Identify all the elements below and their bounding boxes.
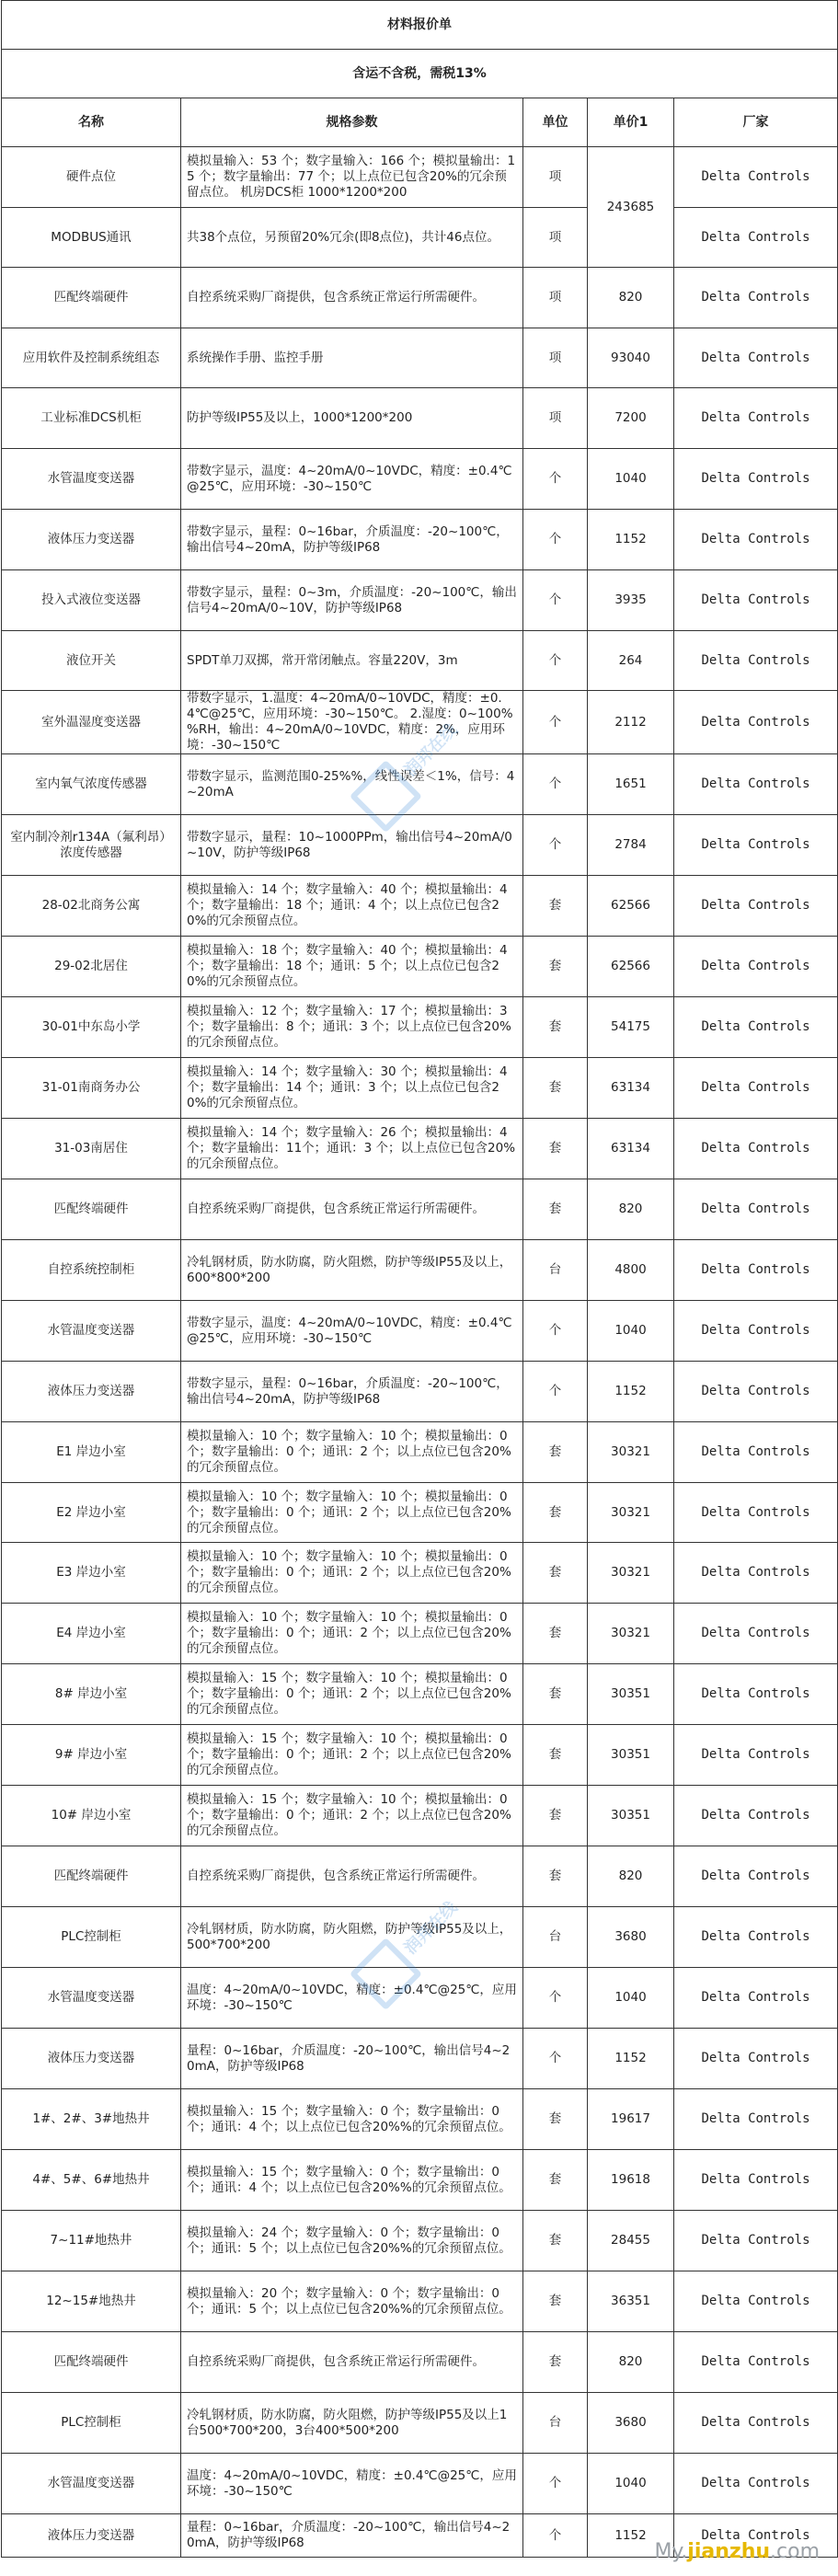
item-spec: 带数字显示，量程：0~16bar，介质温度：-20~100℃，输出信号4~20mA，防护等级IP68 xyxy=(181,1362,523,1422)
table-row xyxy=(2,691,838,754)
item-vendor: Delta Controls xyxy=(674,1786,838,1846)
quote-table xyxy=(1,0,838,2558)
item-name: 液体压力变送器 xyxy=(2,510,181,570)
table-row xyxy=(2,1422,838,1483)
item-price: 243685 xyxy=(588,147,674,268)
item-price: 820 xyxy=(588,1846,674,1907)
item-vendor: Delta Controls xyxy=(674,2211,838,2271)
item-name: 水管温度变送器 xyxy=(2,1968,181,2029)
item-spec: 模拟量输入：24 个；数字量输入：0 个；数字量输出：0 个；通讯：5 个；以上点位已包含20%%的冗余预留点位。 xyxy=(181,2211,523,2271)
item-spec: 带数字显示，量程：0~16bar，介质温度：-20~100℃，输出信号4~20mA，防护等级IP68 xyxy=(181,510,523,570)
item-spec: 模拟量输入：10 个；数字量输入：10 个；模拟量输出：0 个；数字量输出：0 个；通讯：2 个；以上点位已包含20%的冗余预留点位。 xyxy=(181,1422,523,1483)
item-unit: 项 xyxy=(523,208,588,268)
item-spec: 模拟量输入：15 个；数字量输入：0 个；数字量输出：0 个；通讯：4 个；以上点位已包含20%%的冗余预留点位。 xyxy=(181,2150,523,2211)
item-unit: 套 xyxy=(523,2332,588,2393)
item-name: 匹配终端硬件 xyxy=(2,2332,181,2393)
item-price: 1040 xyxy=(588,2454,674,2514)
item-price: 1651 xyxy=(588,754,674,815)
item-vendor: Delta Controls xyxy=(674,1846,838,1907)
item-price: 19617 xyxy=(588,2089,674,2150)
item-spec: 冷轧钢材质，防水防腐，防火阻燃，防护等级IP55及以上，600*800*200 xyxy=(181,1240,523,1301)
table-row xyxy=(2,1664,838,1725)
item-name: 1#、2#、3#地热井 xyxy=(2,2089,181,2150)
item-spec: 模拟量输入：14 个；数字量输入：30 个；模拟量输出：4 个；数字量输出：14 个；通讯：3 个；以上点位已包含20%的冗余预留点位。 xyxy=(181,1058,523,1119)
item-price: 30321 xyxy=(588,1604,674,1664)
table-row xyxy=(2,328,838,388)
item-spec: 带数字显示，温度：4~20mA/0~10VDC，精度：±0.4℃@25℃，应用环境：-30~150℃ xyxy=(181,1301,523,1362)
item-price: 2112 xyxy=(588,691,674,754)
item-price: 3935 xyxy=(588,570,674,631)
table-row xyxy=(2,2332,838,2393)
item-vendor: Delta Controls xyxy=(674,937,838,997)
item-vendor: Delta Controls xyxy=(674,2393,838,2454)
item-vendor: Delta Controls xyxy=(674,997,838,1058)
item-unit: 个 xyxy=(523,510,588,570)
item-name: E2 岸边小室 xyxy=(2,1483,181,1543)
table-row xyxy=(2,1362,838,1422)
item-name: 室外温湿度变送器 xyxy=(2,691,181,754)
brand-suffix: .com xyxy=(770,2540,820,2563)
item-vendor: Delta Controls xyxy=(674,2514,838,2558)
item-unit: 套 xyxy=(523,1725,588,1786)
table-row xyxy=(2,1907,838,1968)
item-unit: 个 xyxy=(523,631,588,691)
item-price: 30321 xyxy=(588,1483,674,1543)
item-vendor: Delta Controls xyxy=(674,147,838,208)
item-price: 63134 xyxy=(588,1119,674,1179)
item-unit: 套 xyxy=(523,876,588,937)
item-vendor: Delta Controls xyxy=(674,2271,838,2332)
table-row xyxy=(2,1483,838,1543)
site-brand xyxy=(654,2540,820,2563)
item-unit: 套 xyxy=(523,2211,588,2271)
item-vendor: Delta Controls xyxy=(674,1179,838,1240)
item-price: 3680 xyxy=(588,2393,674,2454)
item-spec: 模拟量输入：53 个；数字量输入：166 个；模拟量输出：15 个；数字量输出：77 个；以上点位已包含20%的冗余预留点位。 机房DCS柜 1000*1200*200 xyxy=(181,147,523,208)
item-name: 4#、5#、6#地热井 xyxy=(2,2150,181,2211)
table-row xyxy=(2,2029,838,2089)
item-unit: 套 xyxy=(523,1543,588,1604)
item-price: 264 xyxy=(588,631,674,691)
item-vendor: Delta Controls xyxy=(674,2150,838,2211)
table-row xyxy=(2,631,838,691)
item-vendor: Delta Controls xyxy=(674,268,838,328)
item-name: 室内制冷剂r134A（氟利昂）浓度传感器 xyxy=(2,815,181,876)
item-spec: 温度：4~20mA/0~10VDC，精度：±0.4℃@25℃，应用环境：-30~150℃ xyxy=(181,1968,523,2029)
item-price: 820 xyxy=(588,268,674,328)
tax-note: 含运不含税，需税13% xyxy=(2,50,838,98)
item-vendor: Delta Controls xyxy=(674,1362,838,1422)
item-name: 匹配终端硬件 xyxy=(2,1179,181,1240)
item-price: 1040 xyxy=(588,449,674,510)
table-row xyxy=(2,1543,838,1604)
item-name: 工业标准DCS机柜 xyxy=(2,388,181,449)
item-spec: 模拟量输入：10 个；数字量输入：10 个；模拟量输出：0 个；数字量输出：0 个；通讯：2 个；以上点位已包含20%的冗余预留点位。 xyxy=(181,1604,523,1664)
item-vendor: Delta Controls xyxy=(674,691,838,754)
table-row xyxy=(2,1179,838,1240)
item-unit: 套 xyxy=(523,1422,588,1483)
header-name: 名称 xyxy=(2,98,181,147)
table-row xyxy=(2,997,838,1058)
item-name: 水管温度变送器 xyxy=(2,2454,181,2514)
table-row xyxy=(2,1968,838,2029)
item-price: 820 xyxy=(588,1179,674,1240)
brand-main: jianzhu xyxy=(687,2540,771,2563)
item-vendor: Delta Controls xyxy=(674,1543,838,1604)
item-name: 29-02北居住 xyxy=(2,937,181,997)
item-price: 1040 xyxy=(588,1301,674,1362)
item-name: 硬件点位 xyxy=(2,147,181,208)
item-unit: 台 xyxy=(523,1240,588,1301)
item-name: 液位开关 xyxy=(2,631,181,691)
item-vendor: Delta Controls xyxy=(674,1058,838,1119)
item-price: 93040 xyxy=(588,328,674,388)
item-spec: 模拟量输入：20 个；数字量输入：0 个；数字量输出：0 个；通讯：5 个；以上点位已包含20%%的冗余预留点位。 xyxy=(181,2271,523,2332)
table-row xyxy=(2,1240,838,1301)
item-name: E3 岸边小室 xyxy=(2,1543,181,1604)
item-unit: 套 xyxy=(523,1483,588,1543)
table-row xyxy=(2,1058,838,1119)
item-name: 9# 岸边小室 xyxy=(2,1725,181,1786)
item-spec: 带数字显示，量程：10~1000PPm，输出信号4~20mA/0~10V，防护等级IP68 xyxy=(181,815,523,876)
item-price: 1152 xyxy=(588,2514,674,2558)
table-row xyxy=(2,1301,838,1362)
item-spec: SPDT单刀双掷，常开常闭触点。容量220V，3m xyxy=(181,631,523,691)
item-unit: 个 xyxy=(523,2454,588,2514)
item-name: 28-02北商务公寓 xyxy=(2,876,181,937)
table-row xyxy=(2,510,838,570)
item-price: 1152 xyxy=(588,1362,674,1422)
item-spec: 量程：0~16bar，介质温度：-20~100℃，输出信号4~20mA，防护等级IP68 xyxy=(181,2029,523,2089)
item-name: PLC控制柜 xyxy=(2,1907,181,1968)
header-vendor: 厂家 xyxy=(674,98,838,147)
item-price: 62566 xyxy=(588,937,674,997)
item-unit: 套 xyxy=(523,1846,588,1907)
item-unit: 个 xyxy=(523,570,588,631)
item-vendor: Delta Controls xyxy=(674,1604,838,1664)
item-unit: 套 xyxy=(523,937,588,997)
item-vendor: Delta Controls xyxy=(674,449,838,510)
item-spec: 自控系统采购厂商提供，包含系统正常运行所需硬件。 xyxy=(181,1846,523,1907)
table-row xyxy=(2,2271,838,2332)
item-price: 4800 xyxy=(588,1240,674,1301)
table-row xyxy=(2,268,838,328)
item-name: 匹配终端硬件 xyxy=(2,1846,181,1907)
item-vendor: Delta Controls xyxy=(674,1907,838,1968)
item-unit: 套 xyxy=(523,1179,588,1240)
item-vendor: Delta Controls xyxy=(674,2454,838,2514)
table-row xyxy=(2,2211,838,2271)
table-row xyxy=(2,1119,838,1179)
item-price: 1152 xyxy=(588,2029,674,2089)
item-spec: 模拟量输入：15 个；数字量输入：0 个；数字量输出：0 个；通讯：4 个；以上点位已包含20%%的冗余预留点位。 xyxy=(181,2089,523,2150)
item-spec: 自控系统采购厂商提供，包含系统正常运行所需硬件。 xyxy=(181,2332,523,2393)
item-unit: 套 xyxy=(523,1664,588,1725)
item-unit: 个 xyxy=(523,2029,588,2089)
item-unit: 个 xyxy=(523,2514,588,2558)
table-row xyxy=(2,2454,838,2514)
item-unit: 项 xyxy=(523,388,588,449)
item-unit: 项 xyxy=(523,328,588,388)
item-name: 8# 岸边小室 xyxy=(2,1664,181,1725)
item-name: 匹配终端硬件 xyxy=(2,268,181,328)
item-price: 36351 xyxy=(588,2271,674,2332)
item-name: 31-01南商务办公 xyxy=(2,1058,181,1119)
watermark-text: 润邦在线 xyxy=(400,719,462,781)
item-price: 19618 xyxy=(588,2150,674,2211)
item-unit: 套 xyxy=(523,997,588,1058)
item-vendor: Delta Controls xyxy=(674,1301,838,1362)
item-unit: 个 xyxy=(523,449,588,510)
item-vendor: Delta Controls xyxy=(674,1725,838,1786)
item-spec: 模拟量输入：14 个；数字量输入：40 个；模拟量输出：4 个；数字量输出：18 个；通讯：4 个；以上点位已包含20%的冗余预留点位。 xyxy=(181,876,523,937)
table-row xyxy=(2,2393,838,2454)
item-unit: 台 xyxy=(523,1907,588,1968)
item-unit: 套 xyxy=(523,2089,588,2150)
item-price: 1040 xyxy=(588,1968,674,2029)
item-unit: 个 xyxy=(523,1968,588,2029)
item-price: 63134 xyxy=(588,1058,674,1119)
item-spec: 带数字显示，1.温度：4~20mA/0~10VDC，精度：±0.4℃@25℃，应用环境：-30~150℃。 2.湿度：0~100%%RH，输出：4~20mA/0~10VDC，精度：2%，应用环境：-30~150℃ xyxy=(181,691,523,754)
item-unit: 台 xyxy=(523,2393,588,2454)
watermark-text: 润邦在线 xyxy=(400,1897,462,1959)
item-price: 1152 xyxy=(588,510,674,570)
item-spec: 模拟量输入：15 个；数字量输入：10 个；模拟量输出：0 个；数字量输出：0 个；通讯：2 个；以上点位已包含20%的冗余预留点位。 xyxy=(181,1664,523,1725)
item-vendor: Delta Controls xyxy=(674,2332,838,2393)
item-unit: 个 xyxy=(523,1362,588,1422)
item-vendor: Delta Controls xyxy=(674,1240,838,1301)
item-vendor: Delta Controls xyxy=(674,2089,838,2150)
item-name: 12~15#地热井 xyxy=(2,2271,181,2332)
item-name: 液体压力变送器 xyxy=(2,2514,181,2558)
table-header xyxy=(2,98,838,147)
item-name: 自控系统控制柜 xyxy=(2,1240,181,1301)
header-price: 单价1 xyxy=(588,98,674,147)
table-row xyxy=(2,876,838,937)
item-vendor: Delta Controls xyxy=(674,570,838,631)
item-unit: 项 xyxy=(523,268,588,328)
item-unit: 个 xyxy=(523,754,588,815)
item-vendor: Delta Controls xyxy=(674,2029,838,2089)
item-price: 7200 xyxy=(588,388,674,449)
table-row xyxy=(2,570,838,631)
item-unit: 个 xyxy=(523,691,588,754)
item-vendor: Delta Controls xyxy=(674,510,838,570)
page-title: 材料报价单 xyxy=(2,1,838,50)
item-spec: 防护等级IP55及以上，1000*1200*200 xyxy=(181,388,523,449)
table-row xyxy=(2,208,838,268)
item-price: 30321 xyxy=(588,1422,674,1483)
item-price: 30321 xyxy=(588,1543,674,1604)
item-unit: 套 xyxy=(523,1786,588,1846)
item-price: 62566 xyxy=(588,876,674,937)
item-spec: 模拟量输入：15 个；数字量输入：10 个；模拟量输出：0 个；数字量输出：0 个；通讯：2 个；以上点位已包含20%的冗余预留点位。 xyxy=(181,1786,523,1846)
header-spec: 规格参数 xyxy=(181,98,523,147)
item-unit: 套 xyxy=(523,1604,588,1664)
item-name: 30-01中东岛小学 xyxy=(2,997,181,1058)
item-name: E4 岸边小室 xyxy=(2,1604,181,1664)
item-unit: 个 xyxy=(523,1301,588,1362)
item-spec: 自控系统采购厂商提供，包含系统正常运行所需硬件。 xyxy=(181,1179,523,1240)
item-name: 31-03南居住 xyxy=(2,1119,181,1179)
item-vendor: Delta Controls xyxy=(674,1483,838,1543)
item-spec: 模拟量输入：12 个；数字量输入：17 个；模拟量输出：3 个；数字量输出：8 个；通讯：3 个；以上点位已包含20%的冗余预留点位。 xyxy=(181,997,523,1058)
item-spec: 系统操作手册、监控手册 xyxy=(181,328,523,388)
item-vendor: Delta Controls xyxy=(674,388,838,449)
item-vendor: Delta Controls xyxy=(674,815,838,876)
item-spec: 带数字显示，温度：4~20mA/0~10VDC，精度：±0.4℃@25℃，应用环境：-30~150℃ xyxy=(181,449,523,510)
item-spec: 冷轧钢材质，防水防腐，防火阻燃，防护等级IP55及以上，500*700*200 xyxy=(181,1907,523,1968)
item-name: E1 岸边小室 xyxy=(2,1422,181,1483)
table-row xyxy=(2,1604,838,1664)
table-row xyxy=(2,449,838,510)
item-name: 应用软件及控制系统组态 xyxy=(2,328,181,388)
table-row xyxy=(2,1725,838,1786)
item-price: 30351 xyxy=(588,1664,674,1725)
item-name: 7~11#地热井 xyxy=(2,2211,181,2271)
header-unit: 单位 xyxy=(523,98,588,147)
item-unit: 套 xyxy=(523,2150,588,2211)
item-name: 水管温度变送器 xyxy=(2,1301,181,1362)
item-spec: 模拟量输入：15 个；数字量输入：10 个；模拟量输出：0 个；数字量输出：0 个；通讯：2 个；以上点位已包含20%的冗余预留点位。 xyxy=(181,1725,523,1786)
item-unit: 个 xyxy=(523,815,588,876)
item-price: 820 xyxy=(588,2332,674,2393)
item-spec: 温度：4~20mA/0~10VDC，精度：±0.4℃@25℃，应用环境：-30~150℃ xyxy=(181,2454,523,2514)
item-name: PLC控制柜 xyxy=(2,2393,181,2454)
item-spec: 模拟量输入：18 个；数字量输入：40 个；模拟量输出：4 个；数字量输出：18 个；通讯：5 个；以上点位已包含20%的冗余预留点位。 xyxy=(181,937,523,997)
table-row xyxy=(2,2150,838,2211)
item-spec: 量程：0~16bar，介质温度：-20~100℃，输出信号4~20mA，防护等级IP68 xyxy=(181,2514,523,2558)
table-row xyxy=(2,2089,838,2150)
item-vendor: Delta Controls xyxy=(674,754,838,815)
item-vendor: Delta Controls xyxy=(674,876,838,937)
item-price: 3680 xyxy=(588,1907,674,1968)
item-spec: 冷轧钢材质，防水防腐，防火阻燃，防护等级IP55及以上1台500*700*200，3台400*500*200 xyxy=(181,2393,523,2454)
item-unit: 项 xyxy=(523,147,588,208)
item-vendor: Delta Controls xyxy=(674,1119,838,1179)
item-unit: 套 xyxy=(523,1058,588,1119)
item-price: 54175 xyxy=(588,997,674,1058)
item-spec: 共38个点位，另预留20%冗余(即8点位)，共计46点位。 xyxy=(181,208,523,268)
item-vendor: Delta Controls xyxy=(674,1968,838,2029)
item-name: 液体压力变送器 xyxy=(2,1362,181,1422)
item-price: 28455 xyxy=(588,2211,674,2271)
table-row xyxy=(2,815,838,876)
item-vendor: Delta Controls xyxy=(674,1422,838,1483)
item-vendor: Delta Controls xyxy=(674,631,838,691)
item-name: 水管温度变送器 xyxy=(2,449,181,510)
item-price: 30351 xyxy=(588,1725,674,1786)
item-price: 30351 xyxy=(588,1786,674,1846)
item-spec: 自控系统采购厂商提供，包含系统正常运行所需硬件。 xyxy=(181,268,523,328)
item-vendor: Delta Controls xyxy=(674,328,838,388)
item-unit: 套 xyxy=(523,1119,588,1179)
table-row xyxy=(2,147,838,208)
item-spec: 带数字显示，量程：0~3m，介质温度：-20~100℃，输出信号4~20mA/0~10V，防护等级IP68 xyxy=(181,570,523,631)
brand-prefix: My. xyxy=(654,2540,688,2563)
table-row xyxy=(2,1846,838,1907)
table-row xyxy=(2,1786,838,1846)
item-name: 液体压力变送器 xyxy=(2,2029,181,2089)
item-name: 10# 岸边小室 xyxy=(2,1786,181,1846)
item-vendor: Delta Controls xyxy=(674,208,838,268)
item-name: MODBUS通讯 xyxy=(2,208,181,268)
item-unit: 套 xyxy=(523,2271,588,2332)
item-price: 2784 xyxy=(588,815,674,876)
item-spec: 模拟量输入：10 个；数字量输入：10 个；模拟量输出：0 个；数字量输出：0 个；通讯：2 个；以上点位已包含20%的冗余预留点位。 xyxy=(181,1543,523,1604)
item-spec: 模拟量输入：14 个；数字量输入：26 个；模拟量输出：4 个；数字量输出：11个；通讯：3 个；以上点位已包含20%的冗余预留点位。 xyxy=(181,1119,523,1179)
item-name: 室内氧气浓度传感器 xyxy=(2,754,181,815)
table-row xyxy=(2,937,838,997)
item-name: 投入式液位变送器 xyxy=(2,570,181,631)
item-vendor: Delta Controls xyxy=(674,1664,838,1725)
table-row xyxy=(2,388,838,449)
item-spec: 模拟量输入：10 个；数字量输入：10 个；模拟量输出：0 个；数字量输出：0 个；通讯：2 个；以上点位已包含20%的冗余预留点位。 xyxy=(181,1483,523,1543)
item-spec: 带数字显示，监测范围0-25%%，线性误差＜1%，信号：4~20mA xyxy=(181,754,523,815)
table-row xyxy=(2,754,838,815)
